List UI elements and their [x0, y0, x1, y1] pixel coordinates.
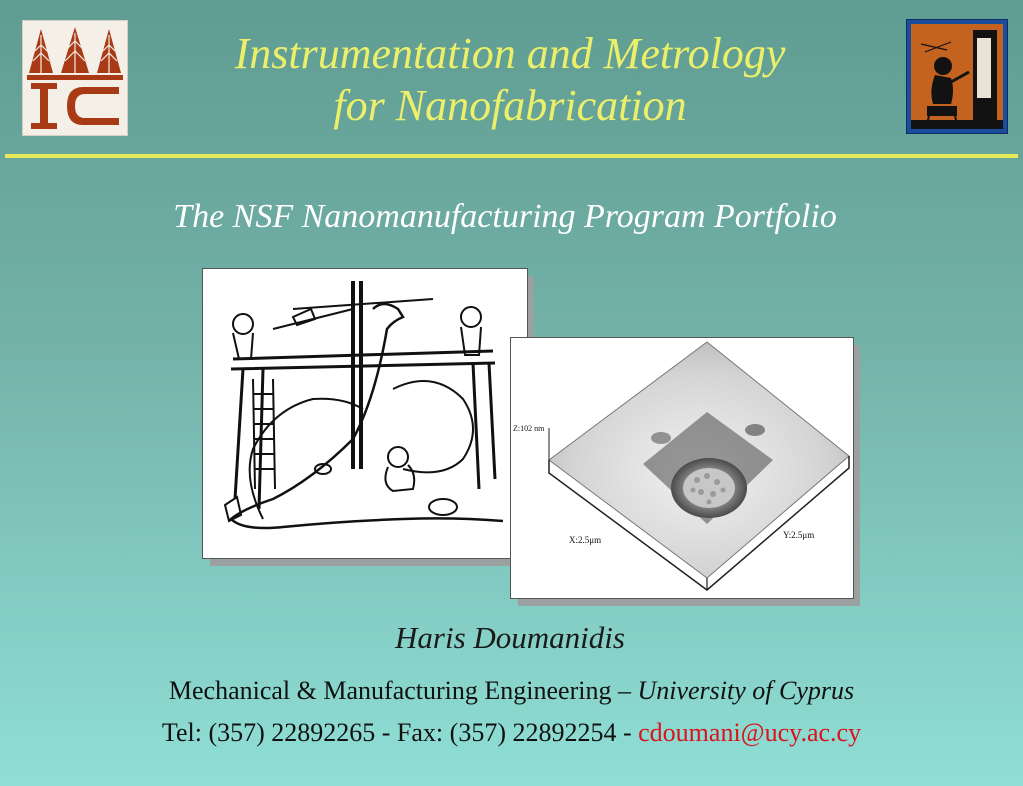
university: University of Cyprus: [637, 676, 855, 705]
x-axis-label: X:2.5μm: [569, 535, 602, 545]
affiliation: [60, 676, 963, 706]
y-axis-label: Y:2.5μm: [783, 530, 815, 540]
title-line-2: for Nanofabrication: [333, 81, 687, 130]
title-line-1: Instrumentation and Metrology: [234, 29, 786, 78]
contact-line: [40, 718, 983, 748]
slide-subtitle: The NSF Nanomanufacturing Program Portfolio: [173, 198, 837, 235]
slide-title: [150, 28, 870, 132]
title-divider: [5, 154, 1018, 158]
tel-fax: Tel: (357) 22892265 - Fax: (357) 22892254 -: [161, 718, 639, 747]
cartoon-illustration: [202, 268, 528, 559]
affiliation-separator: –: [611, 676, 638, 705]
email-link[interactable]: cdoumani@ucy.ac.cy: [638, 718, 862, 747]
vase-painting-image: [906, 19, 1008, 134]
department: Mechanical & Manufacturing Engineering: [168, 676, 612, 705]
author-name: Haris Doumanidis: [395, 620, 625, 655]
afm-scan-image: [510, 337, 854, 599]
university-logo: [22, 20, 128, 136]
z-axis-label: Z:102 nm: [513, 424, 545, 433]
